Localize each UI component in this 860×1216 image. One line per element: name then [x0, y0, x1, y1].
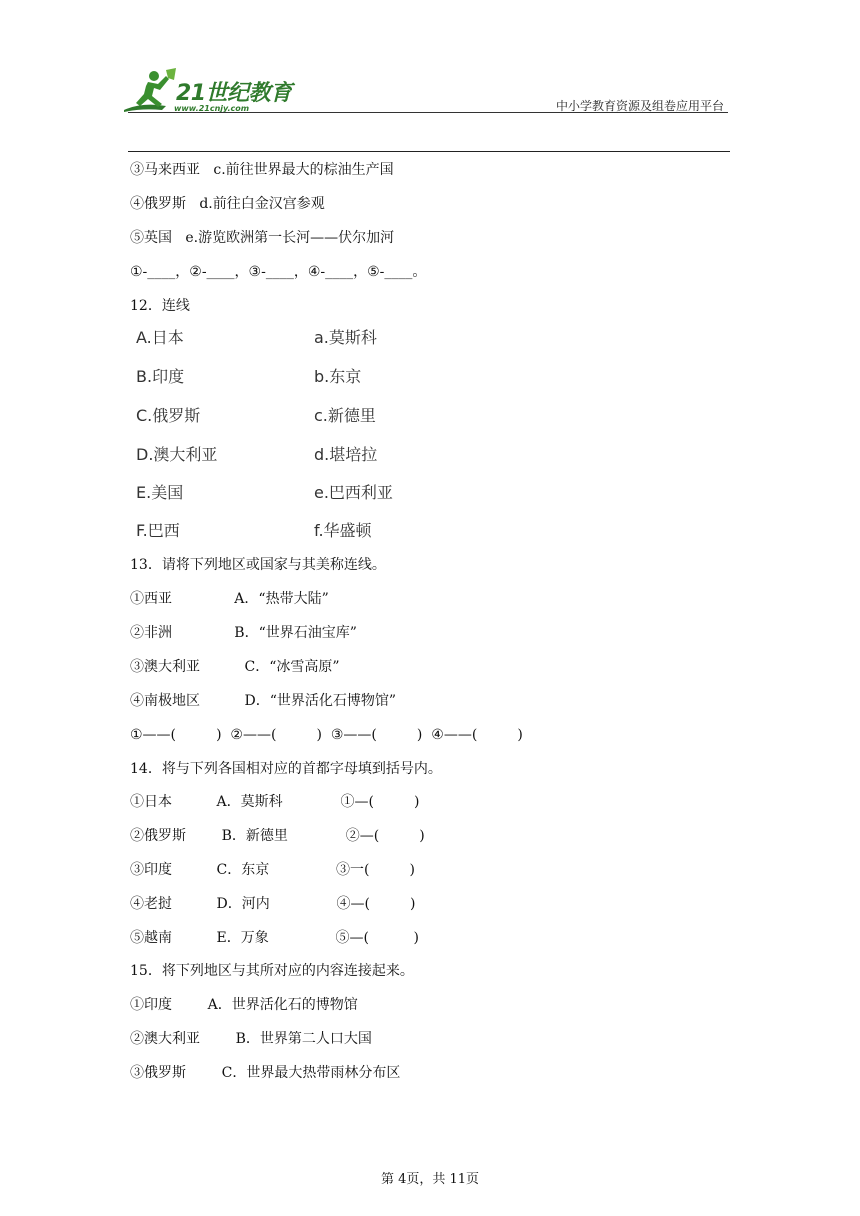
q11-option-5: ⑤英国 e.游览欧洲第一长河——伏尔加河 [130, 230, 395, 246]
q13-line: ②非洲 B．“世界石油宝库” [130, 625, 357, 641]
q12-left-item: D.澳大利亚 [136, 445, 218, 464]
q14-line: ③印度 C．东京 ③一( ) [130, 862, 415, 878]
q11-answer-line: ①-____，②-____，③-____，④-____，⑤-____。 [130, 264, 427, 280]
q12-left-item: C.俄罗斯 [136, 406, 201, 425]
q12-right-item: b.东京 [314, 367, 362, 386]
q14-title: 14．将与下列各国相对应的首都字母填到括号内。 [130, 761, 442, 777]
runner-logo-icon [122, 66, 182, 122]
q13-answer-line: ①——( ) ②——( ) ③——( ) ④——( ) [130, 727, 523, 743]
q14-line: ④老挝 D．河内 ④—( ) [130, 896, 416, 912]
q13-line: ①西亚 A．“热带大陆” [130, 591, 329, 607]
page-header [0, 0, 860, 160]
q11-option-4: ④俄罗斯 d.前往白金汉宫参观 [130, 196, 325, 212]
logo-url: www.21cnjy.com [174, 104, 250, 113]
q15-line: ①印度 A．世界活化石的博物馆 [130, 997, 358, 1013]
platform-name: 中小学教育资源及组卷应用平台 [555, 99, 724, 113]
q15-title: 15．将下列地区与其所对应的内容连接起来。 [130, 963, 414, 979]
q13-line: ④南极地区 D．“世界活化石博物馆” [130, 693, 397, 709]
page-footer: 第 4页，共 11页 [380, 1172, 480, 1187]
logo-text: 21世纪教育 [176, 81, 292, 106]
q12-left-item: A.日本 [136, 328, 184, 347]
q12-right-item: a.莫斯科 [314, 328, 377, 347]
q12-right-item: f.华盛顿 [314, 521, 372, 540]
q12-right-item: c.新德里 [314, 406, 376, 425]
q15-line: ②澳大利亚 B．世界第二人口大国 [130, 1031, 372, 1047]
content-divider [128, 151, 730, 152]
q12-left-item: F.巴西 [136, 521, 180, 540]
q15-line: ③俄罗斯 C．世界最大热带雨林分布区 [130, 1065, 401, 1081]
q14-line: ⑤越南 E．万象 ⑤—( ) [130, 930, 419, 946]
q12-right-item: e.巴西利亚 [314, 483, 393, 502]
site-logo [122, 66, 322, 122]
q14-line: ①日本 A．莫斯科 ①—( ) [130, 794, 420, 810]
q14-line: ②俄罗斯 B．新德里 ②—( ) [130, 828, 425, 844]
q12-title: 12．连线 [130, 298, 190, 314]
header-divider [128, 112, 728, 113]
q11-option-3: ③马来西亚 c.前往世界最大的棕油生产国 [130, 162, 394, 178]
q13-line: ③澳大利亚 C．“冰雪高原” [130, 659, 340, 675]
q12-left-item: E.美国 [136, 483, 184, 502]
q12-right-item: d.堪培拉 [314, 445, 378, 464]
q12-left-item: B.印度 [136, 367, 185, 386]
q13-title: 13．请将下列地区或国家与其美称连线。 [130, 557, 386, 573]
